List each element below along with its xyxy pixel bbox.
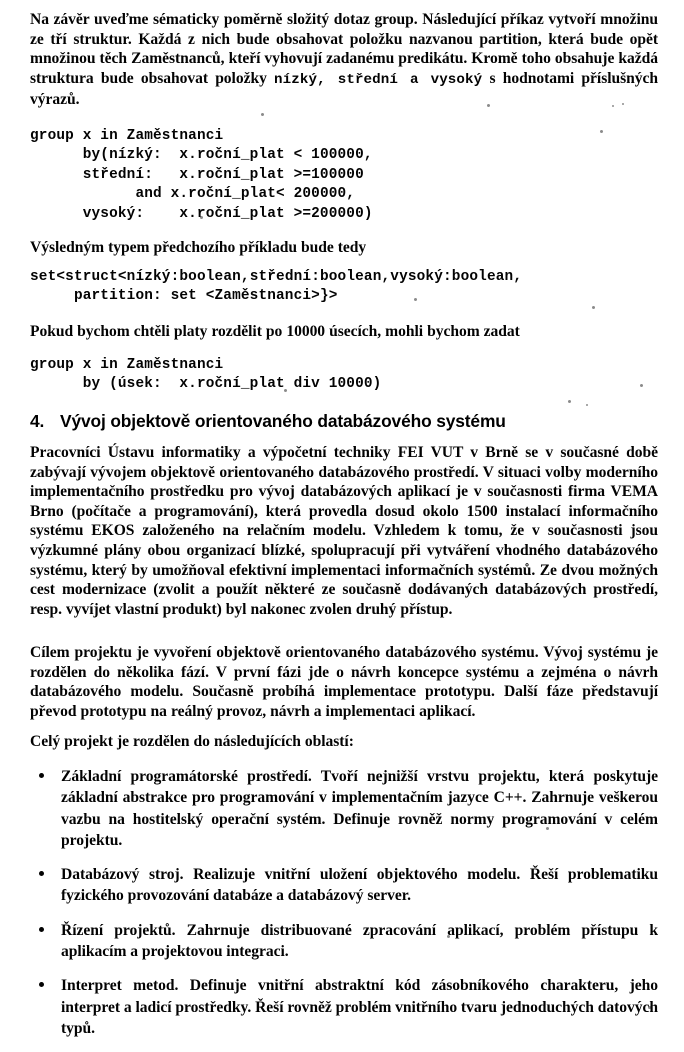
code-text: ,střední: [240,269,320,285]
keyword-group: group [374,11,414,28]
code-keyword: boolean [179,269,241,285]
paragraph-intro [30,10,658,110]
code-keyword: boolean [319,269,382,285]
list-item-lead: Interpret metod [61,977,175,995]
paragraph-result-type: Výsledným typem předchozího příkladu bude tedy [30,239,367,256]
list-item [30,864,658,907]
code-text: x [73,357,101,373]
paragraph-goal: Cílem projektu je vyvoření objektově orientovaného databázového systému. Vývoj systému je rozdělen do několika fází. V první fázi jde o návrh koncepce systému a zejména o návrh databázového modelu. Současně probíhá implementace prototypu. Další fáze představují převod prototypu na reálný provoz, návrh a implementaci aplikací. [30,644,658,720]
section-number: 4. [30,411,45,431]
list-item-text: . Tvoří nejnižší vrstvu projektu, která poskytuje základní abstrakce pro programování v implementačním jazyce C++. Zahrnuje veškerou vazbu na hostitelský operační systém. Definuje rovněž normy programování v celém projektu. [61,768,658,849]
paragraph-goal-wrapper [30,643,658,721]
code-keyword: in [100,128,118,144]
code-text: ,vysoký: [381,269,452,285]
code-keyword: set [30,269,57,285]
code-text: < [56,269,66,285]
paragraph-result-type-wrapper [30,238,658,258]
list-item-lead: Řízení projektů [61,921,172,939]
code-keyword: div [293,376,320,393]
project-areas-list [30,766,658,1039]
p1-part-b: . Následující příkaz vytvoří množinu ze tří struktur. Každá z nich bude obsahovat položku nazvanou [30,11,658,48]
code-text: x [73,128,101,144]
code-text: 10000) [319,376,382,393]
list-item-lead: Základní programátorské prostředí [61,768,308,785]
code-block-1 [30,127,658,224]
bullet-icon [39,982,44,987]
code-text: <Zaměstnanci>}> [196,288,338,305]
scan-speck [568,400,571,403]
list-item [30,766,658,851]
paragraph-ranges-wrapper [30,322,658,342]
code-text [30,147,83,163]
p1-part-a: Na závěr uveďme sématicky poměrně složitý dotaz [30,11,375,28]
scan-speck [261,113,264,116]
p1-part-d: s hodnotami příslušných výrazů. [30,69,659,109]
bullet-icon [39,773,44,778]
bullet-icon [39,871,44,876]
code-keyword: by [82,376,101,393]
code-block-1-wrapper [30,127,658,224]
list-item-text: . Realizuje vnitřní uložení objektového modelu. Řeší problematiku fyzického provozování databáze a databázový server. [61,866,658,905]
code-text: Zaměstnanci [117,128,224,144]
bullet-icon [39,927,44,932]
keyword-partition: partition [479,30,538,48]
code-text: střední: x.roční_plat >=100000 [30,166,364,183]
code-text [162,288,171,304]
section-heading-wrapper [30,411,658,431]
code-block-3 [30,356,658,395]
code-text: (úsek: x.roční_plat [100,376,294,393]
code-text [30,186,135,202]
paragraph-institute-wrapper [30,443,658,619]
paragraph-institute: Pracovníci Ústavu informatiky a výpočetní techniky FEI VUT v Brně se v současné době zabývají vývojem objektově orientovaného databázového prostředí. V situaci volby moderního implementačního prostředku pro vývoj databázových aplikací je v současnosti firma VEMA Brno (počítače a programování), která provedla dosud okolo 1500 instalací informačního systému EKOS založeného na relačním modelu. Vzhledem k tomu, že v současnosti jsou výzkumné plány obou organizací blízké, spolupracují při vytváření vhodného databázového systému, který by umožňoval efektivní implementaci informačních systémů. Ze dvou možných cest modernizace (zvolit a použít některé ze současně dodávaných databázových prostředí, resp. vyvíjet vlastní produkt) byl nakonec zvolen druhý přístup. [30,444,658,618]
code-text: x.roční_plat< 200000, [161,186,356,203]
code-keyword: set [170,288,197,305]
paragraph-areas-intro-wrapper [30,732,658,752]
code-block-3-wrapper [30,356,658,395]
intro-paragraph-block [30,10,658,110]
code-keyword: struct [65,269,118,285]
code-text: , [513,269,523,285]
code-text [30,376,83,392]
list-item [30,920,658,963]
code-block-2-wrapper [30,268,658,307]
scan-speck [586,404,588,406]
code-keyword: boolean [451,269,514,285]
list-item-text: . Definuje vnitřní abstraktní kód zásobníkového charakteru, jeho interpret a ladicí prostředky. Řeší rovněž problém vnitřního tvaru jednoduchých datových typů. [61,977,658,1037]
code-keyword: by [82,147,101,164]
p1-part-c: , která bude opět množinou těch Zaměstnanců, kteří vyhovují zadanému predikátu. Kromě toho obsahuje každá struktura bude obsahovat položky [30,30,659,87]
list-item [30,975,658,1039]
project-areas-list-wrapper [30,766,658,1052]
code-block-2 [30,268,658,307]
section-title: Vývoj objektově orientovaného databázového systému [60,411,506,431]
paragraph-areas-intro: Celý projekt je rozdělen do následujících oblastí: [30,733,354,750]
code-text: (nízký: x.roční_plat < 100000, [100,147,373,164]
code-keyword: group [30,357,74,373]
paragraph-ranges: Pokud bychom chtěli platy rozdělit po 10000 úsecích, mohli bychom zadat [30,323,520,340]
code-keyword: in [100,357,118,373]
list-item-lead: Databázový stroj [61,866,180,884]
code-keyword: and [135,186,162,203]
section-heading [30,411,658,431]
code-text: Zaměstnanci [117,357,224,373]
code-text: vysoký: x.roční_plat >=200000) [30,205,373,222]
code-keyword: group [30,128,74,144]
p1-mono-terms: nízký, střední a vysoký [274,71,483,88]
list-item-text: . Zahrnuje distribuované zpracování aplikací, problém přístupu k aplikacím a projektovou integraci. [61,921,658,961]
code-text [30,288,74,304]
code-keyword: partition: [73,288,162,305]
code-text: <nízký: [117,269,180,285]
